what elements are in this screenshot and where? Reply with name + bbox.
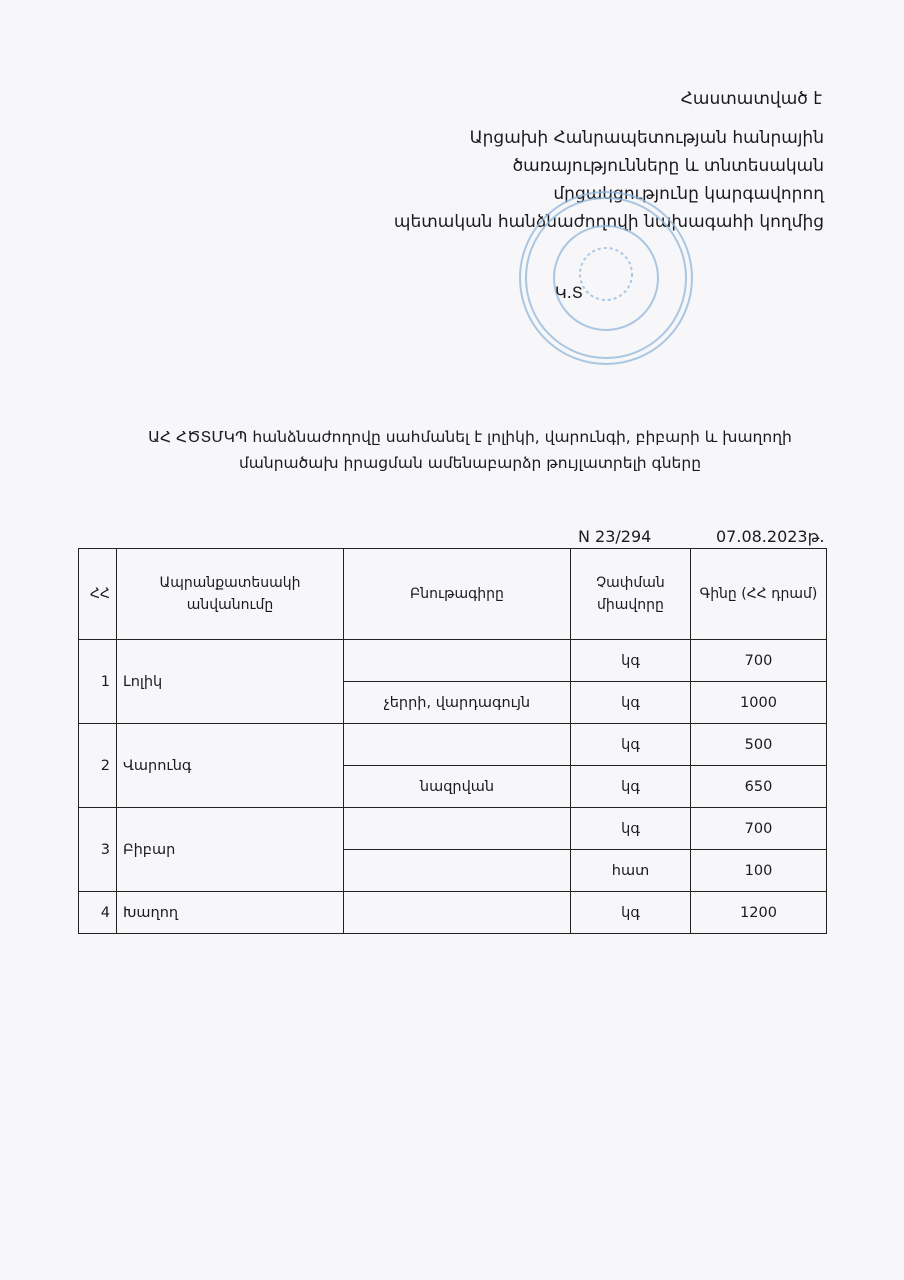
document-title [100,424,840,476]
authority-line: մրցակցությունը կարգավորող [553,184,824,204]
price: 650 [691,766,827,808]
table-row [79,640,827,682]
approved-label: Հաստատված է [680,89,822,109]
table-row [79,724,827,766]
unit: կգ [571,640,691,682]
table-header-row [79,549,827,640]
product-description [344,850,571,892]
row-number: 4 [79,892,117,934]
product-description: նազրվան [344,766,571,808]
row-number: 2 [79,724,117,808]
product-description [344,724,571,766]
unit: հատ [571,850,691,892]
product-description: չերրի, վարդագույն [344,682,571,724]
product-description [344,892,571,934]
title-line: ԱՀ ՀԾՏՄԿՊ հանձնաժողովը սահմանել է լոլիկի, վարունգի, բիբարի և խաղողի [148,428,792,446]
col-header-unit: Չափման միավորը [571,549,691,640]
price: 500 [691,724,827,766]
price: 1000 [691,682,827,724]
unit: կգ [571,682,691,724]
authority-line: պետական հանձնաժողովի նախագահի կողմից [393,212,824,232]
document-date: 07.08.2023թ. [716,527,825,546]
price: 700 [691,808,827,850]
row-number: 3 [79,808,117,892]
seal-place-label: Կ.Տ [555,283,584,302]
product-description [344,808,571,850]
authority-line: ծառայությունները և տնտեսական [512,156,824,176]
price: 100 [691,850,827,892]
row-number: 1 [79,640,117,724]
price: 1200 [691,892,827,934]
document-number: N 23/294 [578,527,652,546]
table-row [79,808,827,850]
official-seal-stamp [508,190,704,366]
title-line: մանրածախ իրացման ամենաբարձր թույլատրելի գները [238,454,702,472]
unit: կգ [571,808,691,850]
col-header-description: Բնութագիրը [344,549,571,640]
product-description [344,640,571,682]
col-header-product: Ապրանքատեսակի անվանումը [117,549,344,640]
unit: կգ [571,724,691,766]
unit: կգ [571,766,691,808]
price-table [78,548,827,934]
unit: կգ [571,892,691,934]
col-header-price: Գինը (ՀՀ դրամ) [691,549,827,640]
price: 700 [691,640,827,682]
authority-line: Արցախի Հանրապետության հանրային [469,128,824,148]
table-row [79,892,827,934]
product-name: Բիբար [117,808,344,892]
product-name: Վարունգ [117,724,344,808]
col-header-number: ՀՀ [79,549,117,640]
product-name: Լոլիկ [117,640,344,724]
product-name: Խաղող [117,892,344,934]
